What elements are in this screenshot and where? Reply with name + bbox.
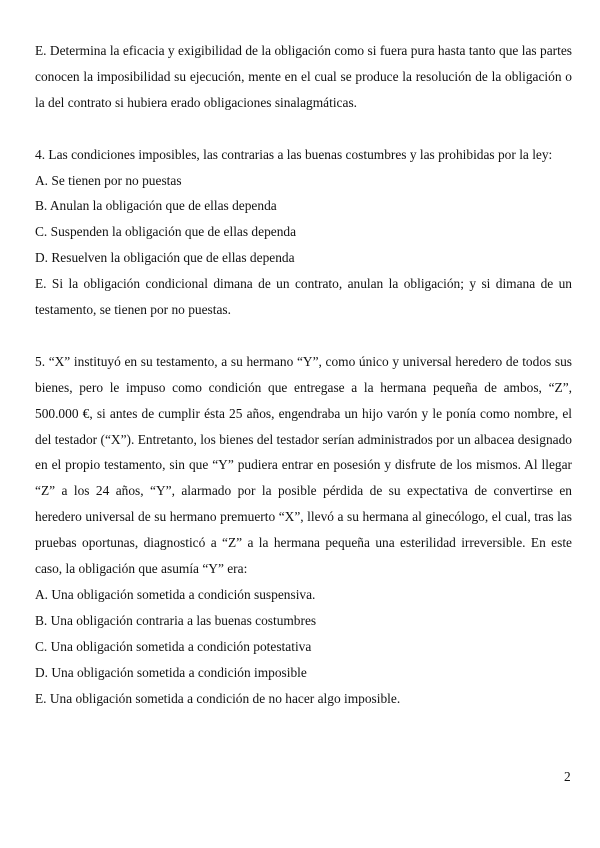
question-4-option-d: D. Resuelven la obligación que de ellas dependa [35,250,295,266]
question-4-option-c: C. Suspenden la obligación que de ellas dependa [35,224,297,240]
question-5-option-e: E. Una obligación sometida a condición de no hacer algo imposible. [35,690,401,706]
question-4-option-e: E. Si la obligación condicional dimana de un contrato, anulan la obligación; y si dimana de un testamento, se tienen por no puestas. [35,276,572,318]
question-5-option-a: A. Una obligación sometida a condición suspensiva. [35,587,316,602]
page-number: 2 [564,769,571,784]
document-body [35,38,572,712]
previous-question-option-e: E. Determina la eficacia y exigibilidad de la obligación como si fuera pura hasta tanto que las partes conocen la imposibilidad su ejecución, mente en el cual se produce la resolución de la obligación o la del contrato si hubiera erado obligaciones sinalagmáticas. [35,43,572,110]
question-5-option-b: B. Una obligación contraria a las buenas costumbres [35,612,317,628]
question-4-option-a: A. Se tienen por no puestas [35,172,182,188]
question-5-option-d: D. Una obligación sometida a condición imposible [35,664,307,680]
question-5-option-c: C. Una obligación sometida a condición potestativa [35,638,312,654]
question-4-stem: 4. Las condiciones imposibles, las contrarias a las buenas costumbres y las prohibidas por la ley: [35,146,553,162]
paragraph-gap [35,116,572,142]
question-4-option-b: B. Anulan la obligación que de ellas dependa [35,198,277,214]
question-5-stem: 5. “X” instituyó en su testamento, a su hermano “Y”, como único y universal heredero de todos sus bienes, pero le impuso como condición que entregase a la hermana pequeña de ambos, “Z”, 500.000 €, si antes de cumplir ésta 25 años, engendraba un hijo varón y le ponía como nombre, el del testador (“X”). Entretanto, los bienes del testador serían administrados por un albacea designado en el propio testamento, sin que “Y” pudiera entrar en posesión y disfrute de los mismos. Al llegar “Z” a los 24 años, “Y”, alarmado por la posible pérdida de su expectativa de convertirse en heredero universal de su hermano premuerto “X”, llevó a su hermana al ginecólogo, el cual, tras las pruebas oportunas, diagnosticó a “Z” a la hermana pequeña una esterilidad irreversible. En este caso, la obligación que asumía “Y” era: [35,353,572,577]
paragraph-gap [35,323,572,349]
